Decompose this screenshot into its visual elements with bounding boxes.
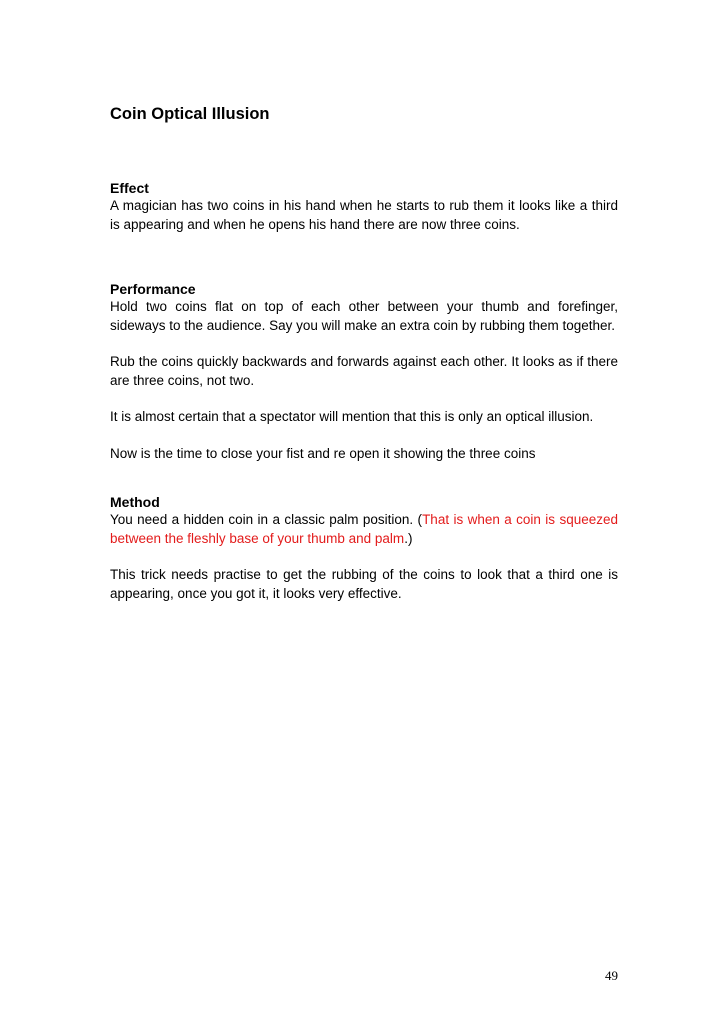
page-number: 49 — [605, 968, 618, 983]
effect-heading: Effect — [110, 180, 149, 196]
page-title: Coin Optical Illusion — [110, 105, 270, 123]
method-heading: Method — [110, 494, 160, 510]
performance-paragraph-4: Now is the time to close your fist and re open it showing the three coins — [110, 445, 536, 461]
performance-paragraph-3: It is almost certain that a spectator will mention that this is only an optical illusion. — [110, 409, 594, 424]
performance-paragraph-1: Hold two coins flat on top of each other between your thumb and forefinger, sideways to the audience. Say you will make an extra coin by rubbing them together. — [110, 299, 618, 333]
method-highlighted-text: That is when a coin is squeezed between the fleshly base of your thumb and palm — [110, 512, 618, 546]
section-method — [110, 493, 618, 603]
performance-paragraph-2: Rub the coins quickly backwards and forwards against each other. It looks as if there are three coins, not two. — [110, 354, 618, 388]
section-effect — [110, 179, 618, 234]
method-text-before: You need a hidden coin in a classic palm position. ( — [110, 512, 423, 527]
method-paragraph-1 — [110, 511, 618, 548]
effect-paragraph: A magician has two coins in his hand when he starts to rub them it looks like a third is appearing and when he opens his hand there are now three coins. — [110, 198, 618, 232]
performance-heading: Performance — [110, 281, 196, 297]
section-performance — [110, 280, 618, 463]
method-paragraph-2: This trick needs practise to get the rubbing of the coins to look that a third one is appearing, once you got it, it looks very effective. — [110, 567, 618, 601]
page-content — [110, 102, 618, 603]
method-text-after: .) — [404, 530, 413, 546]
